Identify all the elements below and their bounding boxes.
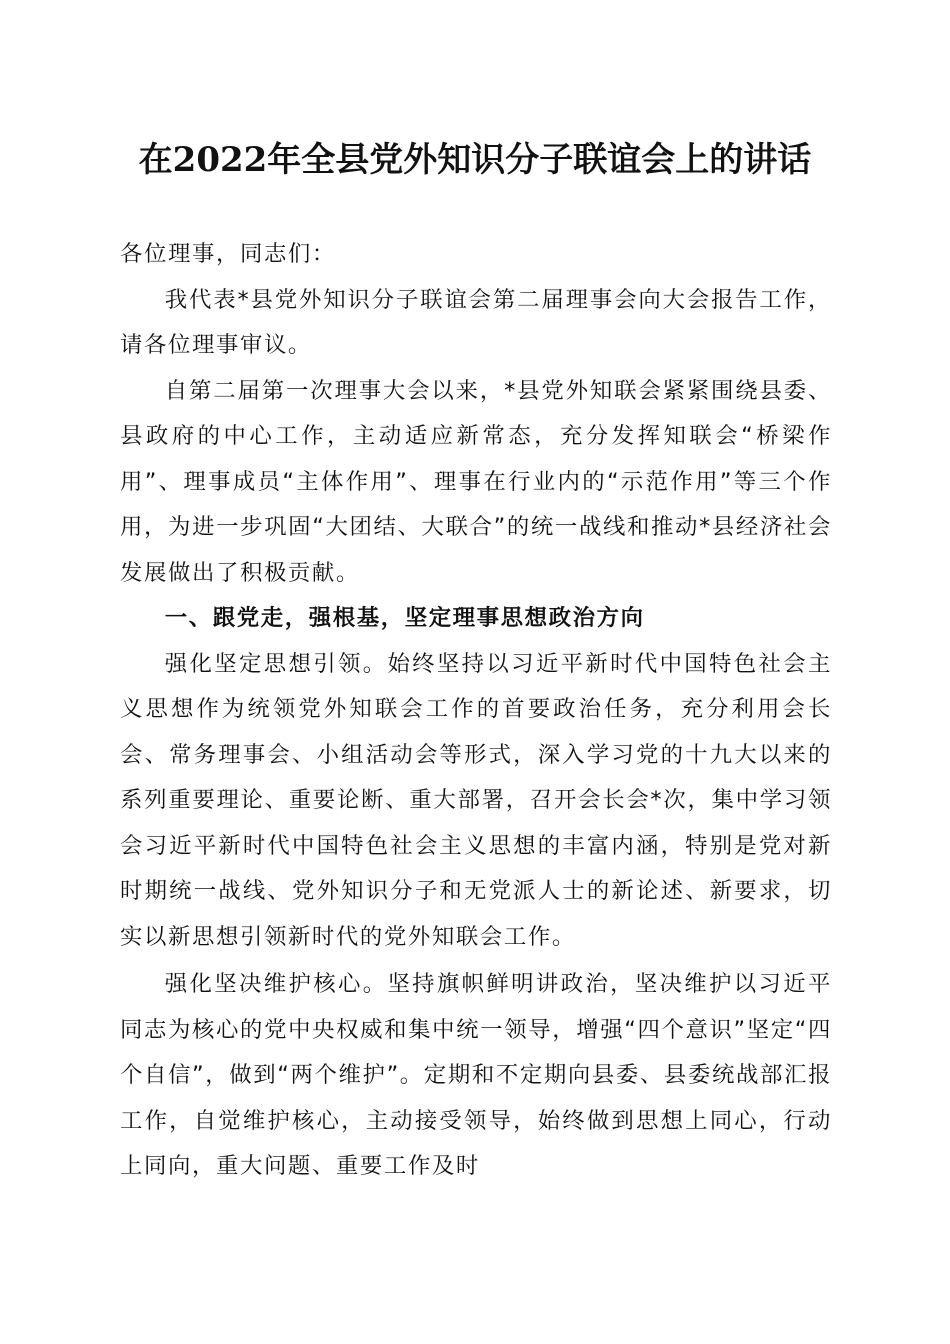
section-heading-1: 一、跟党走，强根基，坚定理事思想政治方向 xyxy=(164,605,645,631)
paragraph-report: 我代表*县党外知识分子联谊会第二届理事会向大会报告工作，请各位理事审议。 xyxy=(120,286,832,358)
greeting-line: 各位理事，同志们： xyxy=(120,241,336,267)
document-title: 在2022年全县党外知识分子联谊会上的讲话 xyxy=(138,140,812,180)
paragraph-thought-guidance: 强化坚定思想引领。始终坚持以习近平新时代中国特色社会主义思想作为统领党外知联会工作的首要政治任务，充分利用会长会、常务理事会、小组活动会等形式，深入学习党的十九大以来的系列重要理论、重要论断、重大部署，召开会长会*次，集中学习领会习近平新时代中国特色社会主义思想的丰富内涵，特别是党对新时期统一战线、党外知识分子和无党派人士的新论述、新要求，切实以新思想引领新时代的党外知联会工作。 xyxy=(120,650,832,950)
paragraph-summary: 自第二届第一次理事大会以来，*县党外知联会紧紧围绕县委、县政府的中心工作，主动适应新常态，充分发挥知联会“桥梁作用”、理事成员“主体作用”、理事在行业内的“示范作用”等三个作用，为进一步巩固“大团结、大联合”的统一战线和推动*县经济社会发展做出了积极贡献。 xyxy=(120,377,832,586)
document-body xyxy=(120,232,832,1190)
paragraph-uphold-core: 强化坚决维护核心。坚持旗帜鲜明讲政治，坚决维护以习近平同志为核心的党中央权威和集中统一领导，增强“四个意识”坚定“四个自信”，做到“两个维护”。定期和不定期向县委、县委统战部汇报工作，自觉维护核心，主动接受领导，始终做到思想上同心，行动上同向，重大问题、重要工作及时 xyxy=(120,971,832,1179)
